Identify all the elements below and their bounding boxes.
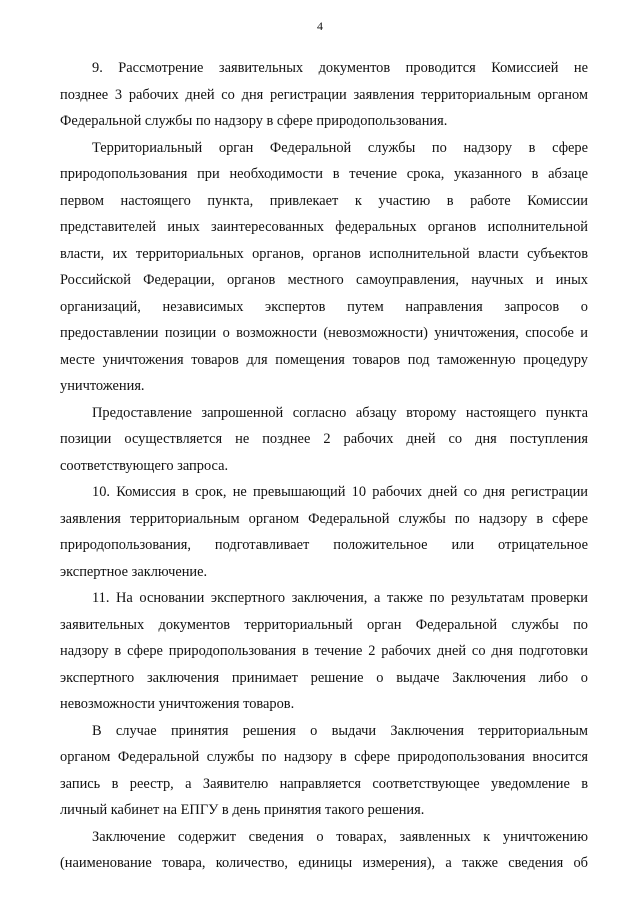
page-number: 4: [317, 19, 323, 33]
paragraph: [60, 585, 588, 718]
text-line: власти, их территориальных органов, органов исполнительной власти субъектов: [60, 245, 588, 262]
text-line: заявления территориальным органом Федеральной службы по надзору в сфере: [60, 510, 588, 527]
paragraph: [60, 718, 588, 824]
text-line: запись в реестр, а Заявителю направляется соответствующее уведомление в: [60, 775, 588, 792]
text-line: надзору в сфере природопользования в течение 2 рабочих дней со дня подготовки: [60, 643, 588, 659]
text-line: невозможности уничтожения товаров.: [60, 696, 295, 712]
text-line: Заключение содержит сведения о товарах, заявленных к уничтожению: [92, 828, 588, 845]
text-line: позиции осуществляется не позднее 2 рабочих дней со дня поступления: [60, 431, 588, 447]
text-line: уничтожения.: [60, 378, 145, 394]
text-line: соответствующего запроса.: [60, 457, 229, 474]
text-line: позднее 3 рабочих дней со дня регистрации заявления территориальным органом: [60, 86, 588, 103]
text-line: природопользования при необходимости в течение срока, указанного в абзаце: [60, 166, 588, 182]
text-line: В случае принятия решения о выдачи Заключения территориальным: [92, 722, 588, 739]
text-line: экспертное заключение.: [60, 563, 208, 580]
text-line: представителей иных заинтересованных федеральных органов исполнительной: [60, 219, 588, 235]
text-line: природопользования, подготавливает положительное или отрицательное: [60, 537, 588, 553]
document-body: [60, 55, 588, 877]
text-line: организаций, независимых экспертов путем направления запросов о: [60, 298, 588, 315]
text-line: (наименование товара, количество, единицы измерения), а также сведения об: [60, 855, 588, 871]
paragraph: [60, 400, 588, 480]
text-line: первом настоящего пункта, привлекает к участию в работе Комиссии: [60, 192, 588, 209]
paragraph: [60, 135, 588, 400]
text-line: органом Федеральной службы по надзору в сфере природопользования вносится: [60, 749, 588, 765]
paragraph: [60, 824, 588, 877]
paragraph: [60, 55, 588, 135]
text-line: предоставлении позиции о возможности (невозможности) уничтожения, способе и: [60, 325, 588, 341]
paragraph: [60, 479, 588, 585]
text-line: экспертного заключения принимает решение о выдаче Заключения либо о: [60, 669, 588, 686]
text-line: Федеральной службы по надзору в сфере природопользования.: [60, 113, 448, 129]
text-line: 11. На основании экспертного заключения, а также по результатам проверки: [92, 590, 588, 606]
text-line: 9. Рассмотрение заявительных документов проводится Комиссией не: [92, 60, 588, 76]
text-line: Предоставление запрошенной согласно абзацу второму настоящего пункта: [92, 404, 588, 421]
text-line: месте уничтожения товаров для помещения товаров под таможенную процедуру: [60, 351, 588, 368]
text-line: личный кабинет на ЕПГУ в день принятия такого решения.: [60, 802, 425, 818]
text-line: 10. Комиссия в срок, не превышающий 10 рабочих дней со дня регистрации: [92, 484, 588, 500]
text-line: Российской Федерации, органов местного самоуправления, научных и иных: [60, 272, 588, 288]
text-line: заявительных документов территориальный орган Федеральной службы по: [60, 616, 588, 633]
text-line: Территориальный орган Федеральной службы по надзору в сфере: [92, 139, 588, 156]
